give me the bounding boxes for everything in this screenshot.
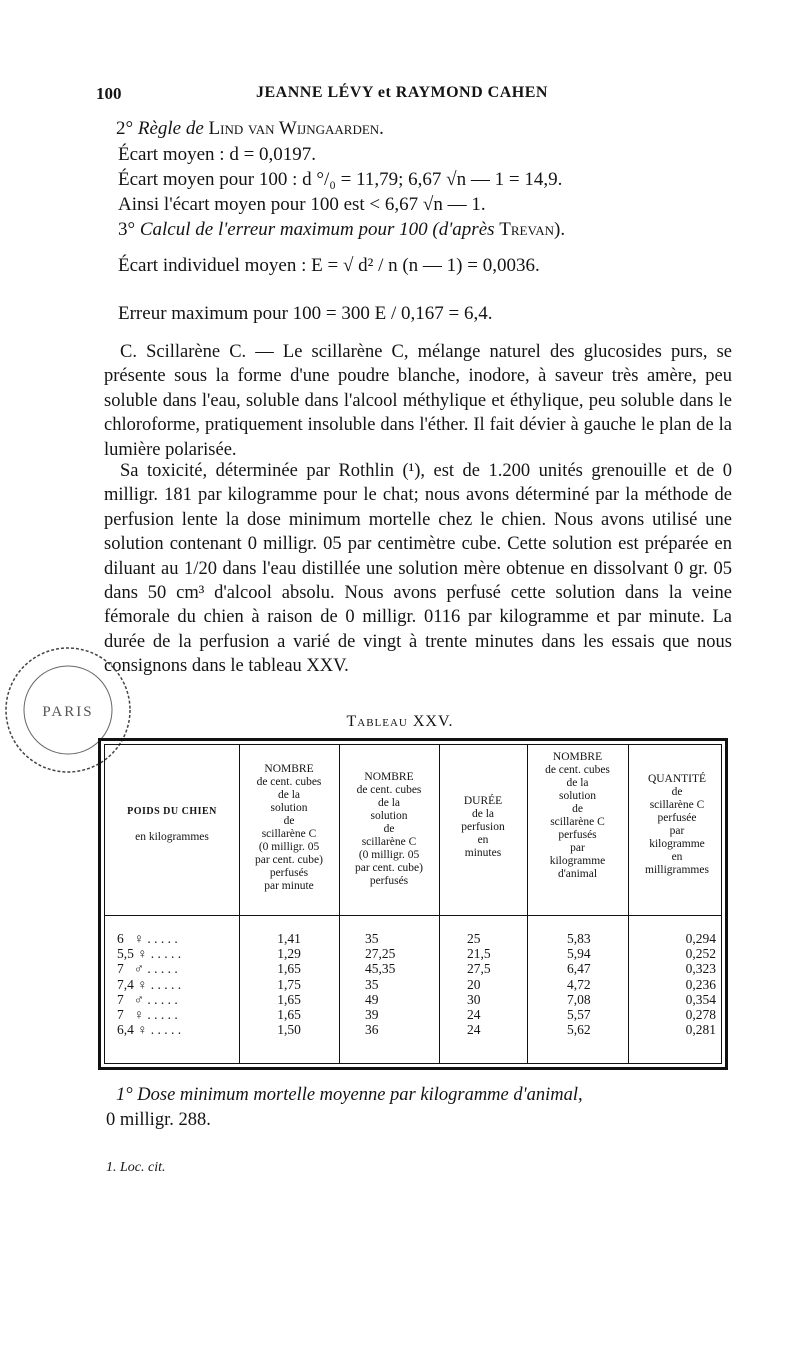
author-name: Trevan). (499, 219, 566, 240)
column-duration: 25 21,5 27,5 20 30 24 24 (467, 931, 491, 1038)
header-divider (105, 915, 721, 916)
formula-line-4: Ainsi l'écart moyen pour 100 est < 6,67 √n — 1. (118, 194, 486, 215)
item-title: Règle de (137, 118, 204, 139)
header-rate: NOMBRE de cent. cubes de la solution de scillarène C (0 milligr. 05 par cent. cube) perfusés par minute (254, 763, 323, 892)
conclusion-text: 1° Dose minimum mortelle moyenne par kilogramme d'animal, (116, 1085, 583, 1105)
page-number: 100 (96, 84, 122, 103)
item-number: 2° (116, 118, 134, 139)
author-name: Lind van Wijngaarden. (208, 118, 384, 139)
header-duration: DURÉE de la perfusion en minutes (461, 795, 505, 859)
conclusion-line (116, 1083, 583, 1107)
formula-line-7: Erreur maximum pour 100 = 300 E / 0,167 = 6,4. (118, 303, 493, 324)
paragraph-scillarene: C. Scillarène C. — Le scillarène C, mélange naturel des glucosides purs, se présente sous la forme d'une poudre blanche, inodore, à saveur très amère, peu soluble dans l'eau, soluble dans l'alcool méthylique et éthylique, peu soluble dans le chloroforme, pratiquement insoluble dans l'éther. Il fait dévier à gauche le plan de la lumière polarisée. (104, 342, 732, 460)
column-divider (439, 745, 440, 1063)
formula-line-5 (118, 218, 565, 242)
header-weight (105, 805, 239, 844)
column-dose-per-kg: 0,294 0,252 0,323 0,236 0,354 0,278 0,281 (685, 931, 716, 1038)
formula-line-1 (116, 117, 384, 141)
data-table (98, 738, 728, 1070)
table-inner-frame (104, 744, 722, 1064)
header-volume-per-kg: NOMBRE de cent. cubes de la solution de scillarène C perfusés par kilogramme d'animal (545, 751, 610, 880)
formula-line-3: Écart moyen pour 100 : d °/₀ = 11,79; 6,67 √n — 1 = 14,9. (118, 169, 563, 190)
footnote: 1. Loc. cit. (106, 1160, 166, 1175)
header-dose-per-kg: QUANTITÉ de scillarène C perfusée par kilogramme en milligrammes (645, 773, 709, 876)
formula-line-6: Écart individuel moyen : E = √ d² / n (n — 1) = 0,0036. (118, 255, 540, 276)
item-title: Calcul de l'erreur maximum pour 100 (d'après (139, 219, 495, 240)
formula-line-2: Écart moyen : d = 0,0197. (118, 144, 317, 165)
running-title: JEANNE LÉVY et RAYMOND CAHEN (256, 84, 548, 101)
column-dog-weight: 6 ♀ . . . . . 5,5 ♀ . . . . . 7 ♂ . . . . . 7,4 ♀ . . . . . 7 ♂ . . . . . 7 ♀ . . . . . 6,4 ♀ . . . . . (117, 931, 182, 1038)
item-number: 3° (118, 219, 136, 240)
column-volume-per-kg: 5,83 5,94 6,47 4,72 7,08 5,57 5,62 (567, 931, 591, 1038)
header-weight-unit: en kilogrammes (135, 831, 209, 843)
column-total-volume: 35 27,25 45,35 35 49 39 36 (365, 931, 396, 1038)
conclusion-value: 0 milligr. 288. (106, 1110, 211, 1130)
header-weight-title: POIDS DU CHIEN (127, 806, 217, 817)
svg-text:PARIS: PARIS (42, 704, 94, 720)
running-head (96, 84, 786, 108)
table-caption: Tableau XXV. (346, 713, 454, 730)
column-rate: 1,41 1,29 1,65 1,75 1,65 1,65 1,50 (277, 931, 301, 1038)
header-total-volume: NOMBRE de cent. cubes de la solution de scillarène C (0 milligr. 05 par cent. cube) perfusés (354, 771, 423, 887)
paragraph-toxicity: Sa toxicité, déterminée par Rothlin (¹), est de 1.200 unités grenouille et de 0 milligr. 181 par kilogramme pour le chat; nous avons déterminé par la méthode de perfusion lente la dose minimum mortelle chez le chien. Nous avons utilisé une solution contenant 0 milligr. 05 par centimètre cube. Cette solution est préparée en diluant au 1/20 dans l'eau distillée une solution mère obtenue en dissolvant 0 gr. 05 dans 50 cm³ d'alcool absolu. Nous avons perfusé cette solution dans la veine fémorale du chien à raison de 0 milligr. 0116 par kilogramme et par minute. La durée de la perfusion a varié de vingt à trente minutes dans les essais que nous consignons dans le tableau XXV. (104, 461, 732, 677)
